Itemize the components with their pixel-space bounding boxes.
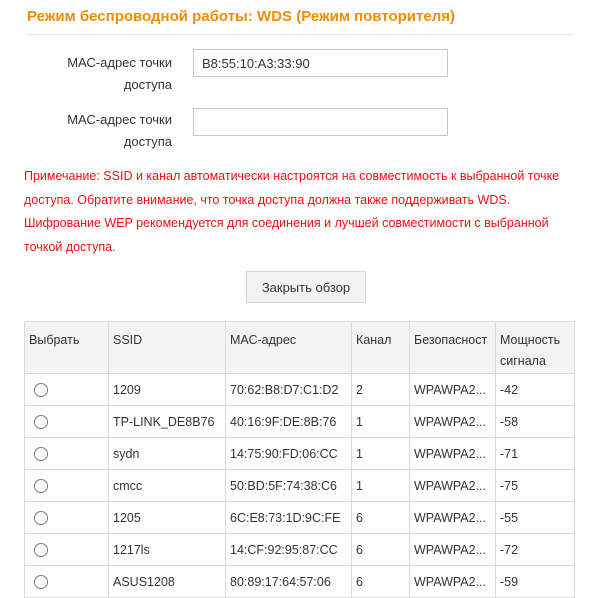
header-signal [496,322,575,374]
select-radio[interactable] [34,447,48,461]
signal-cell: -42 [496,374,575,406]
mac-address-label-2-line2: доступа [123,134,172,149]
mac-cell: 14:75:90:FD:06:CC [226,438,352,470]
ap-scan-table [24,321,575,598]
security-cell: WPAWPA2... [410,438,496,470]
select-cell [25,470,109,502]
header-security: Безопасност [410,322,496,374]
mac-address-label-1-line2: доступа [123,77,172,92]
select-radio[interactable] [34,415,48,429]
table-row [25,406,575,438]
header-select: Выбрать [25,322,109,374]
ssid-cell: sydn [109,438,226,470]
mac-address-label-1 [0,52,172,96]
select-radio[interactable] [34,511,48,525]
table-row [25,470,575,502]
signal-cell: -71 [496,438,575,470]
ssid-cell: ASUS1208 [109,566,226,598]
security-cell: WPAWPA2... [410,534,496,566]
channel-cell: 2 [352,374,410,406]
table-row [25,534,575,566]
ssid-cell: 1209 [109,374,226,406]
select-radio[interactable] [34,479,48,493]
title-divider [27,34,573,35]
select-radio[interactable] [34,383,48,397]
mac-address-input-2[interactable] [193,108,448,136]
channel-cell: 6 [352,502,410,534]
header-ssid: SSID [109,322,226,374]
note-text: Примечание: SSID и канал автоматически настроятся на совместимость к выбранной точке доступа. Обратите внимание, что точка доступа должна также поддерживать WDS. Шифрование WEP рекомендуется для соединения и лучшей совместимости с выбранной точкой доступа. [24,169,560,254]
select-cell [25,438,109,470]
select-radio[interactable] [34,575,48,589]
ssid-cell: cmcc [109,470,226,502]
mac-cell: 50:BD:5F:74:38:C6 [226,470,352,502]
select-cell [25,502,109,534]
ssid-cell: 1205 [109,502,226,534]
header-mac: МАС-адрес [226,322,352,374]
signal-cell: -72 [496,534,575,566]
mac-cell: 14:CF:92:95:87:CC [226,534,352,566]
header-signal-line1: Мощность [500,333,561,347]
select-radio[interactable] [34,543,48,557]
mac-cell: 40:16:9F:DE:8B:76 [226,406,352,438]
security-cell: WPAWPA2... [410,374,496,406]
channel-cell: 1 [352,470,410,502]
ssid-cell: TP-LINK_DE8B76 [109,406,226,438]
security-cell: WPAWPA2... [410,470,496,502]
header-channel: Канал [352,322,410,374]
mac-address-label-1-line1: МАС-адрес точки [67,55,172,70]
channel-cell: 1 [352,438,410,470]
table-header-row [25,322,575,374]
mac-cell: 70:62:B8:D7:C1:D2 [226,374,352,406]
security-cell: WPAWPA2... [410,502,496,534]
mac-address-label-2-line1: МАС-адрес точки [67,112,172,127]
mac-cell: 80:89:17:64:57:06 [226,566,352,598]
mac-address-input-1[interactable] [193,49,448,77]
signal-cell: -59 [496,566,575,598]
signal-cell: -58 [496,406,575,438]
table-row [25,374,575,406]
signal-cell: -55 [496,502,575,534]
channel-cell: 1 [352,406,410,438]
signal-cell: -75 [496,470,575,502]
close-scan-button[interactable]: Закрыть обзор [246,271,366,303]
select-cell [25,534,109,566]
mac-cell: 6C:E8:73:1D:9C:FE [226,502,352,534]
channel-cell: 6 [352,566,410,598]
select-cell [25,374,109,406]
table-row [25,566,575,598]
mac-address-label-2 [0,109,172,153]
select-cell [25,566,109,598]
table-row [25,438,575,470]
security-cell: WPAWPA2... [410,566,496,598]
header-signal-line2: сигнала [500,354,546,368]
select-cell [25,406,109,438]
channel-cell: 6 [352,534,410,566]
table-row [25,502,575,534]
page-title: Режим беспроводной работы: WDS (Режим повторителя) [27,8,455,25]
ssid-cell: 1217ls [109,534,226,566]
security-cell: WPAWPA2... [410,406,496,438]
